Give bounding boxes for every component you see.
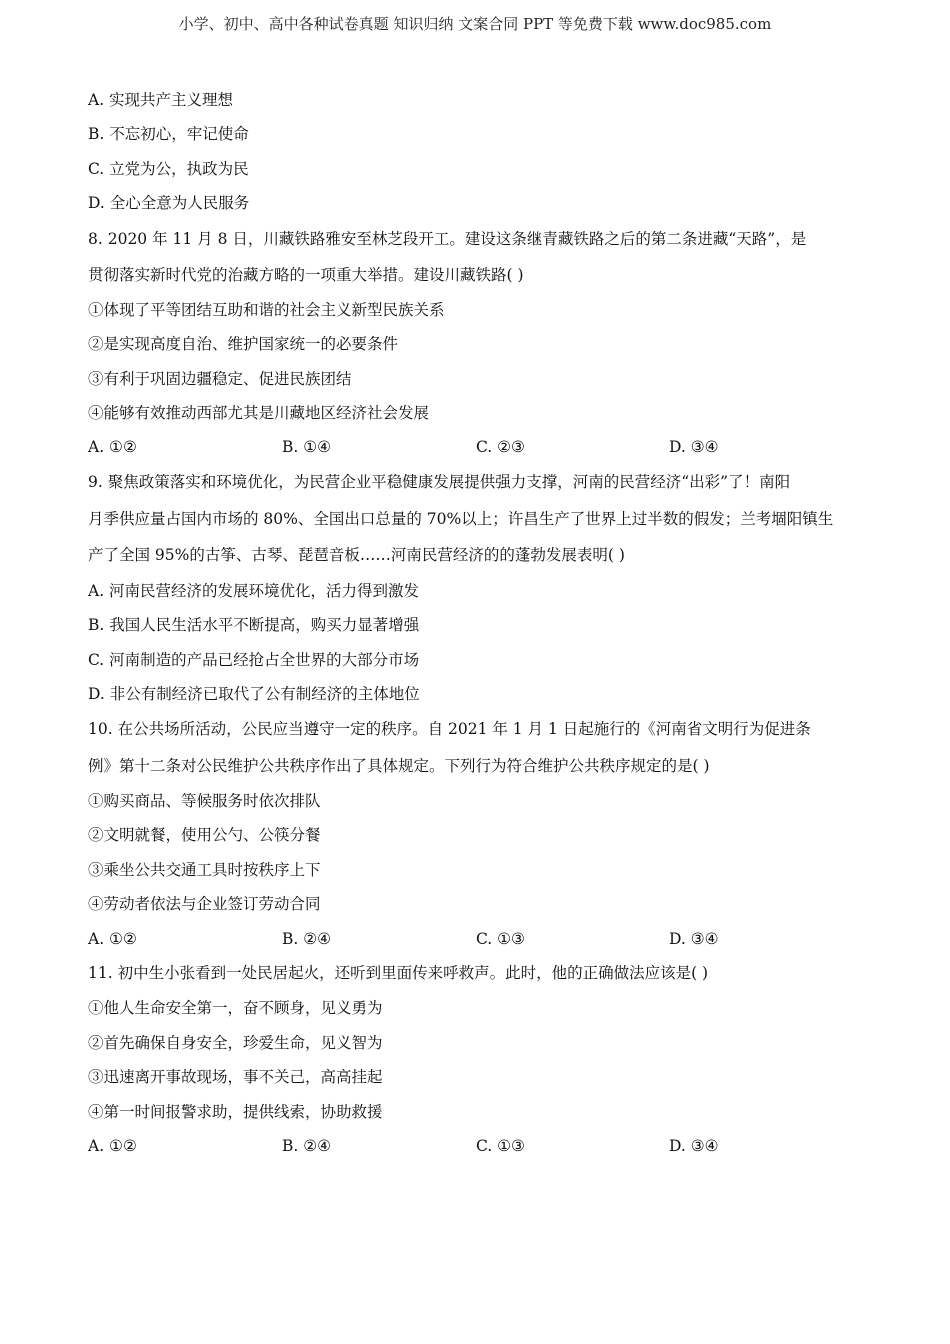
q11-option-b: B. ②④ (282, 1137, 332, 1155)
q8-option-c: C. ②③ (476, 438, 525, 456)
q10-statement-1: ①购买商品、等候服务时依次排队 (88, 792, 321, 810)
q11-option-c: C. ①③ (476, 1137, 525, 1155)
q10-stem-line2: 例》第十二条对公民维护公共秩序作出了具体规定。下列行为符合维护公共秩序规定的是( ) (88, 757, 710, 775)
q10-stem-line1: 10. 在公共场所活动，公民应当遵守一定的秩序。自 2021 年 1 月 1 日起施行的《河南省文明行为促进条 (88, 720, 811, 738)
q9-stem-line2: 月季供应量占国内市场的 80%、全国出口总量的 70%以上；许昌生产了世界上过半数的假发；兰考堌阳镇生 (88, 510, 834, 528)
q9-stem-line1: 9. 聚焦政策落实和环境优化，为民营企业平稳健康发展提供强力支撑，河南的民营经济“出彩”了！南阳 (88, 473, 791, 491)
q10-statement-3: ③乘坐公共交通工具时按秩序上下 (88, 861, 321, 879)
q9-stem-line3: 产了全国 95%的古筝、古琴、琵琶音板……河南民营经济的的蓬勃发展表明( ) (88, 546, 625, 564)
q11-statement-4: ④第一时间报警求助，提供线索，协助救援 (88, 1103, 383, 1121)
q8-option-b: B. ①④ (282, 438, 332, 456)
q7-option-d: D. 全心全意为人民服务 (88, 194, 250, 212)
q11-stem-line1: 11. 初中生小张看到一处民居起火，还听到里面传来呼救声。此时，他的正确做法应该是( ) (88, 964, 709, 982)
q9-option-b: B. 我国人民生活水平不断提高，购买力显著增强 (88, 616, 420, 634)
q11-option-a: A. ①② (88, 1137, 137, 1155)
q10-option-b: B. ②④ (282, 930, 332, 948)
q7-option-a: A. 实现共产主义理想 (88, 91, 234, 109)
q11-statement-2: ②首先确保自身安全，珍爱生命，见义智为 (88, 1034, 383, 1052)
q9-option-d: D. 非公有制经济已取代了公有制经济的主体地位 (88, 685, 420, 703)
q7-option-b: B. 不忘初心，牢记使命 (88, 125, 249, 143)
q11-statement-3: ③迅速离开事故现场，事不关己，高高挂起 (88, 1068, 383, 1086)
q8-stem-line2: 贯彻落实新时代党的治藏方略的一项重大举措。建设川藏铁路( ) (88, 266, 524, 284)
q10-option-a: A. ①② (88, 930, 137, 948)
q10-option-c: C. ①③ (476, 930, 525, 948)
q10-statement-4: ④劳动者依法与企业签订劳动合同 (88, 895, 321, 913)
q8-statement-1: ①体现了平等团结互助和谐的社会主义新型民族关系 (88, 301, 445, 319)
q11-option-d: D. ③④ (669, 1137, 719, 1155)
q10-option-d: D. ③④ (669, 930, 719, 948)
q8-statement-2: ②是实现高度自治、维护国家统一的必要条件 (88, 335, 399, 353)
q8-option-d: D. ③④ (669, 438, 719, 456)
q10-statement-2: ②文明就餐，使用公勺、公筷分餐 (88, 826, 321, 844)
q8-statement-3: ③有利于巩固边疆稳定、促进民族团结 (88, 370, 352, 388)
q11-statement-1: ①他人生命安全第一，奋不顾身，见义勇为 (88, 999, 383, 1017)
q7-option-c: C. 立党为公，执政为民 (88, 160, 249, 178)
q8-option-a: A. ①② (88, 438, 137, 456)
q8-stem-line1: 8. 2020 年 11 月 8 日，川藏铁路雅安至林芝段开工。建设这条继青藏铁路之后的第二条进藏“天路”，是 (88, 230, 807, 248)
q9-option-a: A. 河南民营经济的发展环境优化，活力得到激发 (88, 582, 420, 600)
q8-statement-4: ④能够有效推动西部尤其是川藏地区经济社会发展 (88, 404, 430, 422)
page-header: 小学、初中、高中各种试卷真题 知识归纳 文案合同 PPT 等免费下载 www.doc985.com (178, 15, 772, 33)
q9-option-c: C. 河南制造的产品已经抢占全世界的大部分市场 (88, 651, 420, 669)
